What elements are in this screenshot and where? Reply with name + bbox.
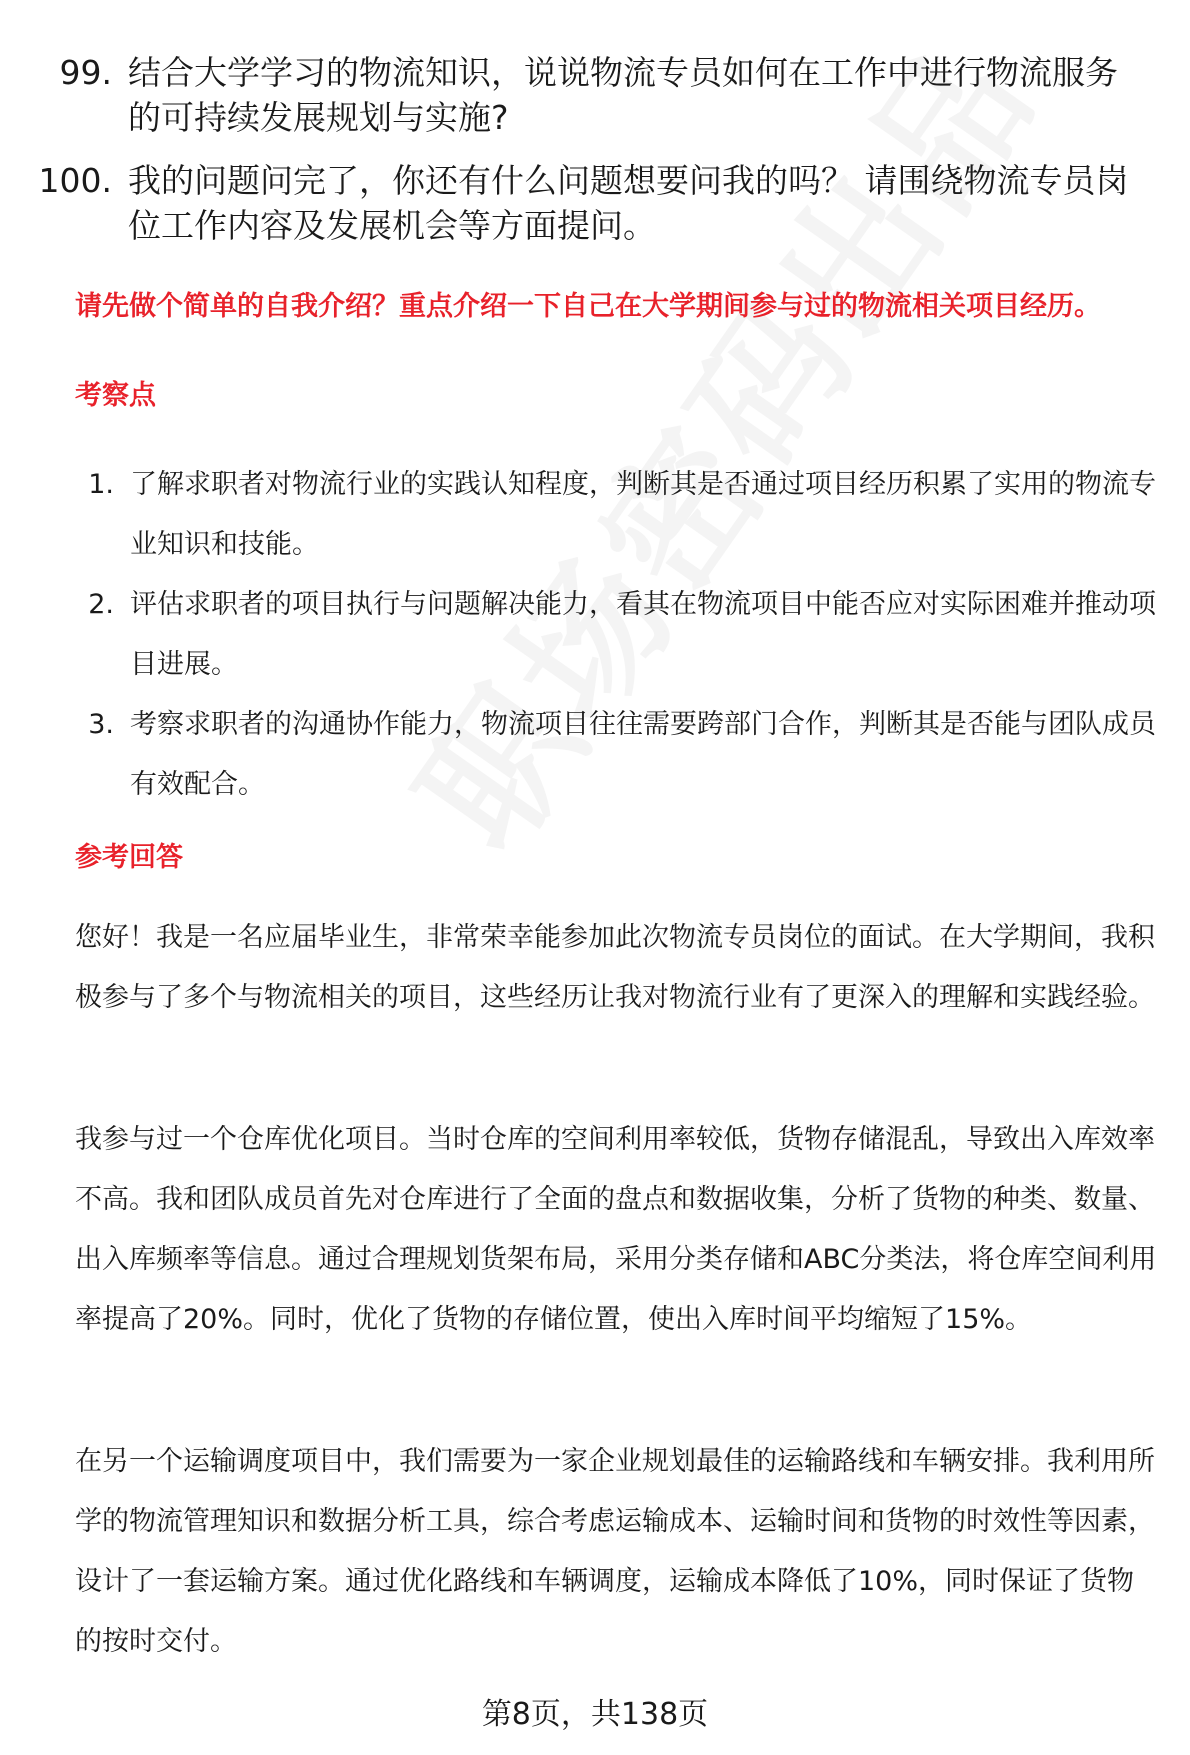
question-text: 我的问题问完了，你还有什么问题想要问我的吗？ 请围绕物流专员岗位工作内容及发展机会等方面提问。	[128, 161, 1129, 245]
question-number: 100.	[38, 161, 112, 200]
point-text: 评估求职者的项目执行与问题解决能力，看其在物流项目中能否应对实际困难并推动项目进展。	[130, 589, 1156, 680]
point-number: 2.	[88, 589, 114, 620]
assessment-point	[0, 695, 1190, 815]
answer-paragraph: 在另一个运输调度项目中，我们需要为一家企业规划最佳的运输路线和车辆安排。我利用所学的物流管理知识和数据分析工具，综合考虑运输成本、运输时间和货物的时效性等因素，设计了一套运输方案。通过优化路线和车辆调度，运输成本降低了10%，同时保证了货物的按时交付。	[75, 1446, 1155, 1657]
question-item	[0, 158, 1190, 248]
reference-heading: 参考回答	[75, 842, 183, 873]
interview-question-title: 请先做个简单的自我介绍？重点介绍一下自己在大学期间参与过的物流相关项目经历。	[75, 291, 1101, 322]
assessment-point	[0, 575, 1190, 695]
point-number: 1.	[88, 469, 114, 500]
assessment-points	[0, 455, 1190, 815]
answer-paragraph: 我参与过一个仓库优化项目。当时仓库的空间利用率较低，货物存储混乱，导致出入库效率不高。我和团队成员首先对仓库进行了全面的盘点和数据收集，分析了货物的种类、数量、出入库频率等信息。通过合理规划货架布局，采用分类存储和ABC分类法，将仓库空间利用率提高了20%。同时，优化了货物的存储位置，使出入库时间平均缩短了15%。	[75, 1124, 1157, 1335]
question-text: 结合大学学习的物流知识，说说物流专员如何在工作中进行物流服务的可持续发展规划与实施?	[128, 53, 1118, 137]
assessment-point	[0, 455, 1190, 575]
point-number: 3.	[88, 709, 114, 740]
question-list	[0, 50, 1190, 266]
assessment-heading: 考察点	[75, 380, 156, 411]
question-item	[0, 50, 1190, 140]
point-text: 了解求职者对物流行业的实践认知程度，判断其是否通过项目经历积累了实用的物流专业知识和技能。	[130, 469, 1156, 560]
point-text: 考察求职者的沟通协作能力，物流项目往往需要跨部门合作，判断其是否能与团队成员有效配合。	[130, 709, 1156, 800]
page-footer: 第8页，共138页	[481, 1697, 709, 1732]
answer-paragraph: 您好！我是一名应届毕业生，非常荣幸能参加此次物流专员岗位的面试。在大学期间，我积极参与了多个与物流相关的项目，这些经历让我对物流行业有了更深入的理解和实践经验。	[75, 922, 1155, 1013]
question-number: 99.	[59, 53, 112, 92]
